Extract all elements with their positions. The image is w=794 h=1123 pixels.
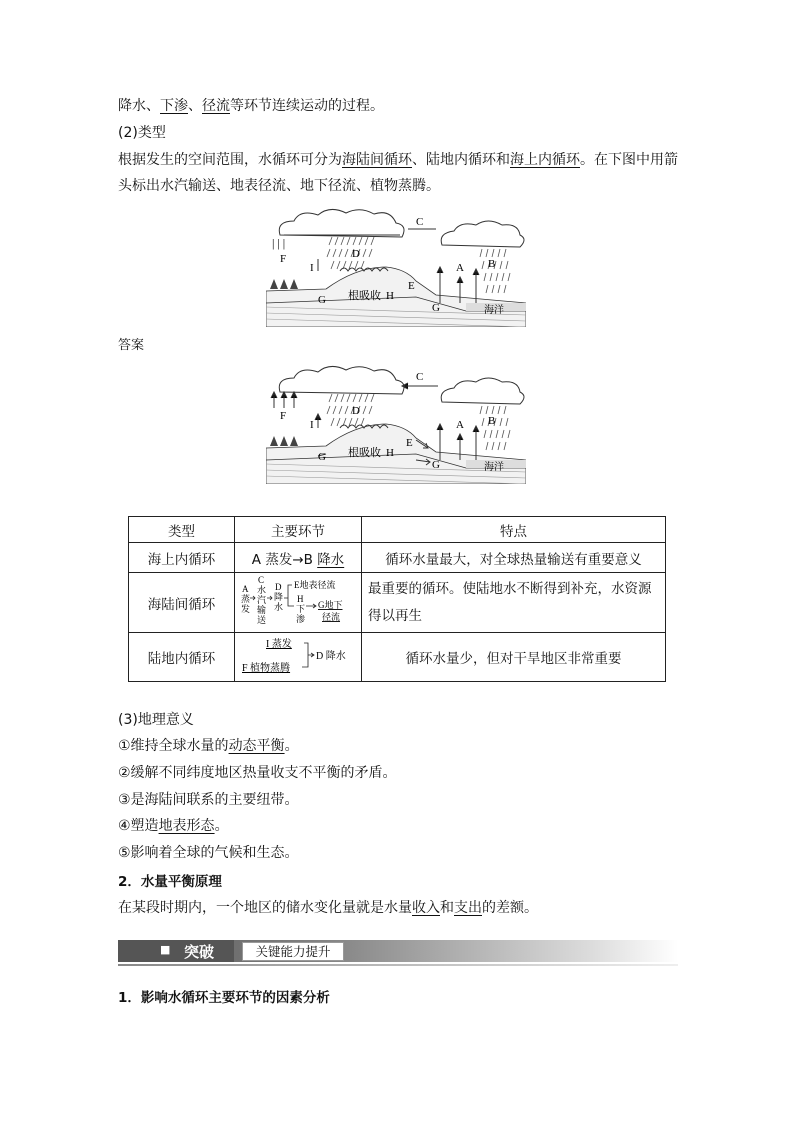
section-heading: 1．影响水循环主要环节的因素分析 [118, 990, 330, 1006]
label-D: D [352, 248, 360, 260]
sea-label: 海洋 [484, 462, 504, 473]
label-E: E [408, 280, 415, 292]
text: 的差额。 [482, 900, 538, 916]
flow-text: 渗 [296, 613, 306, 624]
underlined-term: 降水 [317, 551, 345, 568]
cloud-right [441, 378, 524, 404]
underlined-term: 支出 [454, 900, 482, 916]
water-cycle-types-table [128, 516, 666, 682]
flow-text: F 植物蒸腾 [242, 663, 291, 674]
feature-line: 得以再生 [368, 607, 422, 624]
sea-label: 海洋 [484, 305, 504, 316]
links-cell [235, 573, 362, 633]
ground [266, 424, 526, 484]
feature-cell: 循环水量少，但对干旱地区非常重要 [362, 633, 666, 682]
label-H: H [386, 447, 394, 459]
flow-text: 水 [274, 601, 284, 612]
label-G-right: G [432, 302, 440, 314]
underlined-term: 收入 [412, 900, 440, 916]
text: ①维持全球水量的 [118, 738, 229, 754]
text: 降水、 [118, 98, 160, 114]
paragraph-line [118, 96, 384, 116]
links-cell [235, 543, 362, 573]
flow-text: 汽 [257, 594, 267, 605]
root-absorption-label: 根吸收 [348, 447, 381, 459]
underlined-term: 动态平衡 [228, 738, 285, 754]
type-cell: 海上内循环 [129, 543, 235, 573]
flow-text: 下 [296, 603, 306, 614]
label-E: E [406, 437, 413, 449]
underlined-term: 海陆间循环 [342, 152, 412, 168]
label-C: C [416, 371, 424, 383]
rain-D [327, 394, 374, 426]
links-cell [235, 633, 362, 682]
banner-underline [118, 964, 678, 966]
section-banner [118, 940, 678, 962]
significance-heading: (3)地理意义 [118, 712, 194, 728]
header-cell: 主要环节 [235, 517, 362, 543]
text: 在某段时期内，一个地区的储水变化量就是水量 [118, 900, 412, 916]
text: 。在下图中用箭 [580, 152, 678, 168]
banner-title: 突破 [184, 943, 215, 961]
flow-text: C [258, 574, 265, 585]
water-cycle-diagram-question [266, 207, 526, 327]
text: 等环节连续运动的过程。 [230, 98, 384, 114]
water-cycle-diagram-answer [266, 364, 526, 484]
text: 、陆地内循环和 [412, 152, 510, 168]
table-header-row [129, 517, 666, 543]
list-item [118, 816, 229, 836]
flow-text: H [297, 593, 304, 604]
paragraph-line: 头标出水汽输送、地表径流、地下径流、植物蒸腾。 [118, 178, 440, 194]
cloud-left [279, 366, 404, 394]
stems-F: | | | [272, 236, 286, 250]
text: 。 [214, 818, 229, 834]
flow-text: 径流 [322, 611, 341, 622]
label-G-right: G [432, 459, 440, 471]
type-cell: 海陆间循环 [129, 573, 235, 633]
flow-text: G地下 [318, 599, 343, 610]
label-C: C [416, 216, 424, 228]
flow-text: I 蒸发 [266, 639, 292, 650]
label-A: A [456, 262, 464, 274]
label-D: D [352, 405, 360, 417]
banner-subtitle: 关键能力提升 [242, 942, 344, 961]
label-F: F [280, 410, 287, 422]
balance-heading: 2．水量平衡原理 [118, 874, 222, 890]
type-cell: 陆地内循环 [129, 633, 235, 682]
table-row [129, 573, 666, 633]
header-cell: 特点 [362, 517, 666, 543]
table-row [129, 633, 666, 682]
balance-text [118, 898, 538, 918]
underlined-term: 海上内循环 [510, 152, 580, 168]
types-heading: (2)类型 [118, 125, 166, 141]
sea-land-flow-diagram [236, 574, 360, 632]
flow-text: 送 [257, 614, 267, 625]
flow-text: 降 [274, 591, 284, 602]
rain-B [480, 406, 510, 450]
flow-text: D [275, 581, 282, 592]
header-cell: 类型 [129, 517, 235, 543]
flow-text: 输 [257, 604, 267, 615]
label-F: F [280, 253, 287, 265]
flow-text: 发 [241, 603, 251, 614]
underlined-term: 下渗 [160, 98, 188, 114]
list-item: ⑤影响着全球的气候和生态。 [118, 845, 299, 861]
text: 、 [188, 98, 202, 114]
rain-D [327, 237, 374, 269]
text: 根据发生的空间范围，水循环可分为 [118, 152, 342, 168]
vapor-transport-arrow [402, 383, 438, 389]
feature-line: 最重要的循环。使陆地水不断得到补充，水资源 [368, 580, 652, 597]
ground [266, 267, 526, 327]
text: A 蒸发→B [251, 551, 318, 568]
label-G-left: G [318, 294, 326, 306]
paragraph-line [118, 150, 678, 170]
text: 和 [440, 900, 454, 916]
label-I: I [310, 262, 314, 274]
list-item [118, 736, 299, 756]
text: 。 [284, 738, 299, 754]
label-A: A [456, 419, 464, 431]
label-I: I [310, 419, 314, 431]
flow-text: E地表径流 [294, 579, 336, 590]
cloud-right [441, 221, 524, 247]
underlined-term: 径流 [202, 98, 230, 114]
underlined-term: 地表形态 [158, 818, 215, 834]
answer-label: 答案 [118, 338, 145, 353]
flow-text: D 降水 [316, 651, 346, 662]
flow-text: A [242, 583, 249, 594]
label-H: H [386, 290, 394, 302]
list-item: ②缓解不同纬度地区热量收支不平衡的矛盾。 [118, 765, 397, 781]
land-flow-diagram [236, 635, 360, 679]
table-row [129, 543, 666, 573]
feature-cell: 循环水量最大，对全球热量输送有重要意义 [362, 543, 666, 573]
list-item: ③是海陆间联系的主要纽带。 [118, 792, 299, 808]
cloud-left [279, 209, 404, 237]
label-B: B [488, 258, 496, 270]
flow-text: 水 [257, 584, 267, 595]
banner-dark-block [118, 940, 234, 962]
label-G-left: G [318, 451, 326, 463]
root-absorption-label: 根吸收 [348, 290, 381, 302]
text: ④塑造 [118, 818, 159, 834]
label-B: B [488, 415, 496, 427]
flow-text: 蒸 [241, 593, 251, 604]
rain-B [480, 249, 510, 293]
banner-marker: ■ [160, 943, 171, 956]
feature-cell [362, 573, 666, 633]
